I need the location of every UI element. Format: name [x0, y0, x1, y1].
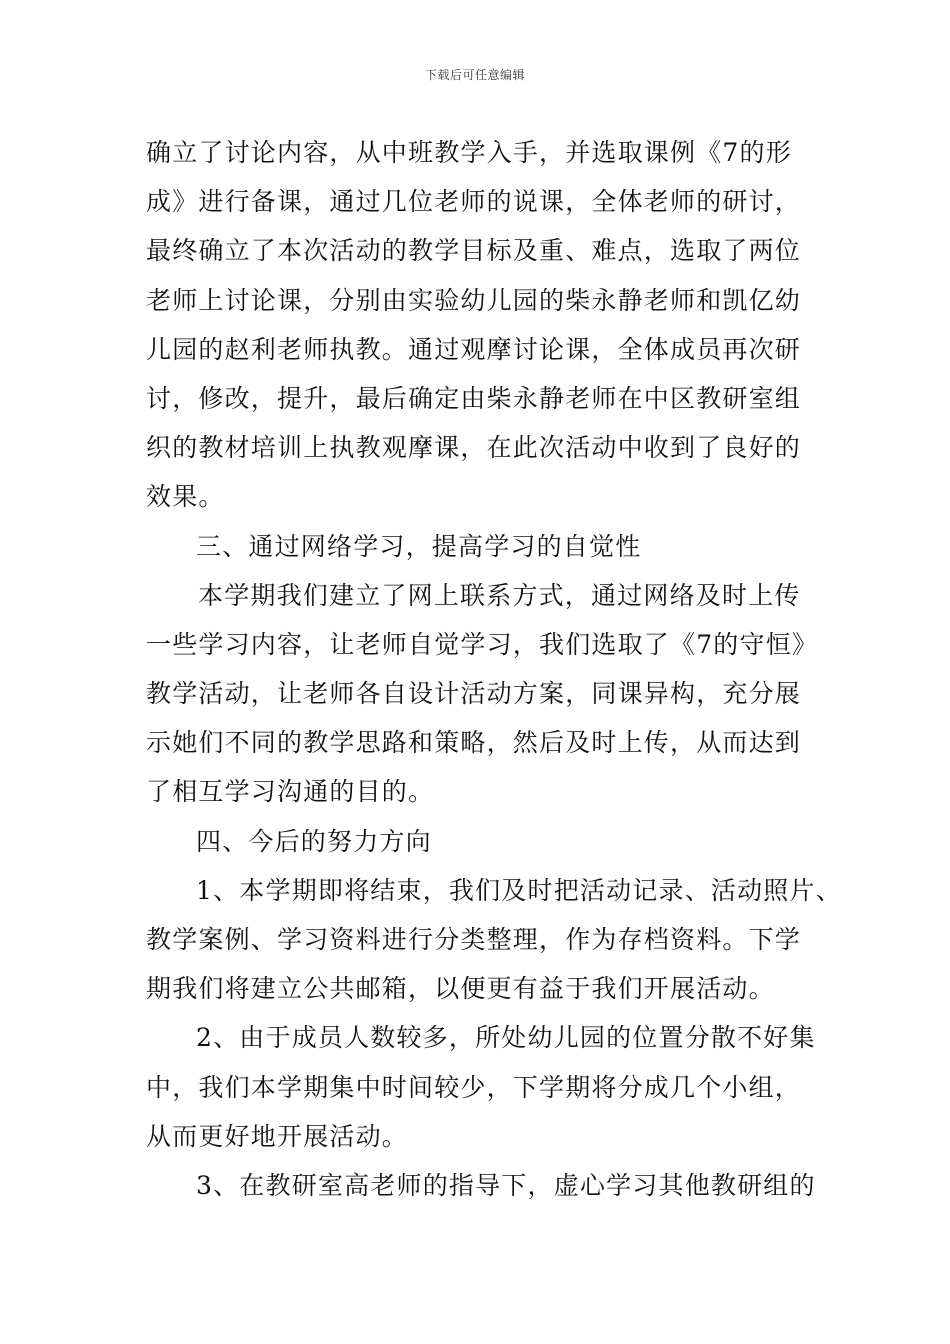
text-line: 最终确立了本次活动的教学目标及重、难点，选取了两位	[146, 236, 802, 266]
paragraph-start: 1、本学期即将结束，我们及时把活动记录、活动照片、	[196, 875, 842, 905]
text-line: 一些学习内容，让老师自觉学习，我们选取了《7的守恒》	[146, 629, 819, 659]
paragraph-start: 本学期我们建立了网上联系方式，通过网络及时上传	[198, 580, 801, 610]
text-line: 效果。	[146, 482, 225, 512]
text-line: 确立了讨论内容，从中班教学入手，并选取课例《7的形	[146, 138, 792, 167]
text-line: 教学案例、学习资料进行分类整理，作为存档资料。下学	[146, 925, 802, 954]
text-line: 讨，修改，提升，最后确定由柴永静老师在中区教研室组	[146, 383, 802, 413]
page-header: 下载后可任意编辑	[424, 68, 525, 82]
text-line: 儿园的赵利老师执教。通过观摩讨论课，全体成员再次研	[146, 334, 802, 364]
text-line: 中，我们本学期集中时间较少，下学期将分成几个小组，	[146, 1072, 802, 1102]
paragraph-start: 3、在教研室高老师的指导下，虚心学习其他教研组的	[196, 1170, 816, 1200]
text-line: 老师上讨论课，分别由实验幼儿园的柴永静老师和凯亿幼	[146, 285, 802, 315]
text-line: 成》进行备课，通过几位老师的说课，全体老师的研讨，	[146, 187, 802, 217]
text-line: 教学活动，让老师各自设计活动方案，同课异构，充分展	[146, 679, 802, 709]
text-line: 期我们将建立公共邮箱，以便更有益于我们开展活动。	[146, 974, 775, 1004]
text-line: 了相互学习沟通的目的。	[146, 777, 435, 807]
section-heading: 四、今后的努力方向	[196, 826, 432, 856]
section-heading: 三、通过网络学习，提高学习的自觉性	[196, 531, 642, 561]
text-line: 从而更好地开展活动。	[146, 1121, 409, 1151]
paragraph-start: 2、由于成员人数较多，所处幼儿园的位置分散不好集	[196, 1023, 816, 1053]
document-body	[146, 128, 842, 1210]
text-line: 织的教材培训上执教观摩课，在此次活动中收到了良好的	[146, 433, 802, 463]
text-line: 示她们不同的教学思路和策略，然后及时上传，从而达到	[146, 728, 802, 758]
